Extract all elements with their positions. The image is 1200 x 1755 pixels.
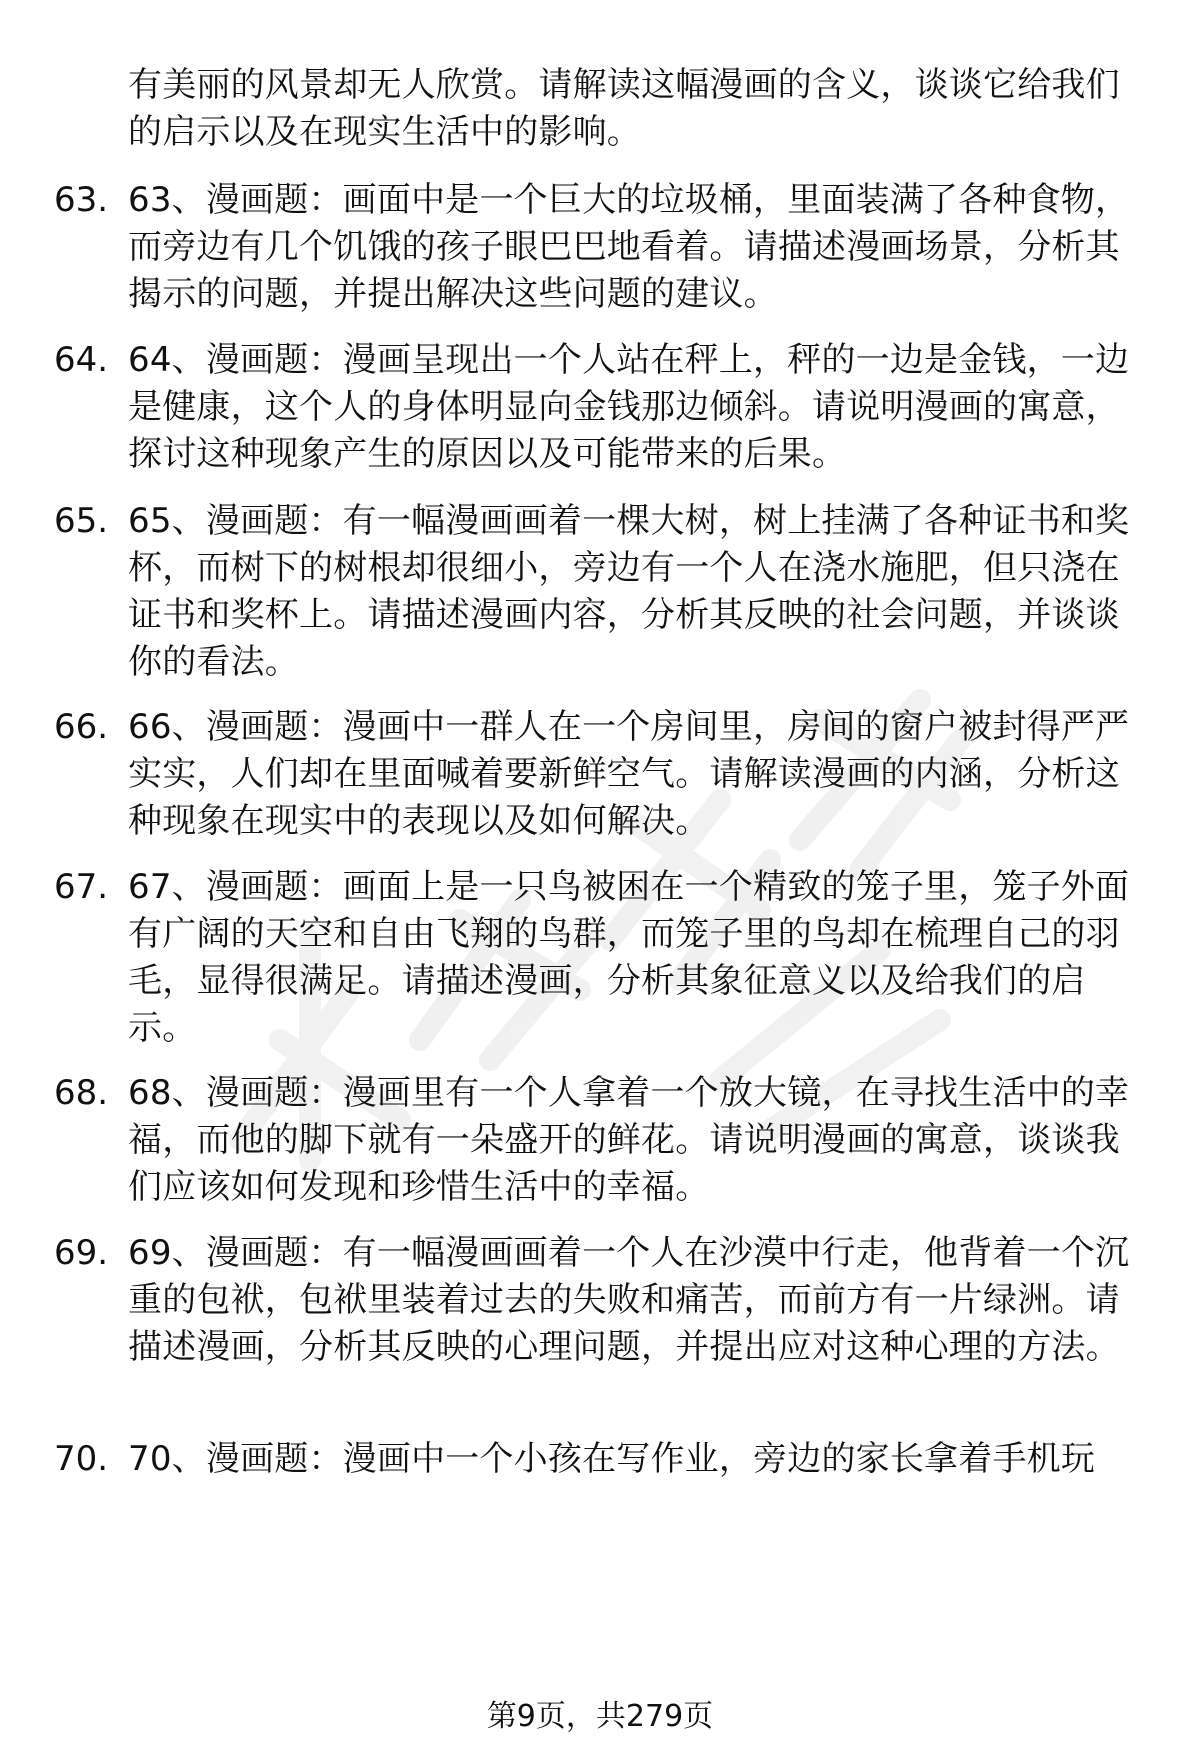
item-text: 67、漫画题：画面上是一只鸟被困在一个精致的笼子里，笼子外面有广阔的天空和自由飞翔的鸟群，而笼子里的鸟却在梳理自己的羽毛，显得很满足。请描述漫画，分析其象征意义以及给我们的启示。 <box>128 867 1130 1048</box>
item-text: 70、漫画题：漫画中一个小孩在写作业，旁边的家长拿着手机玩 <box>128 1439 1096 1479</box>
page-footer: 第9页，共279页 <box>486 1699 714 1734</box>
item-number: 68. <box>54 1073 109 1113</box>
item-text: 65、漫画题：有一幅漫画画着一棵大树，树上挂满了各种证书和奖杯，而树下的树根却很细小，旁边有一个人在浇水施肥，但只浇在证书和奖杯上。请描述漫画内容，分析其反映的社会问题，并谈谈你的看法。 <box>128 501 1130 682</box>
item-number: 66. <box>54 707 109 747</box>
lead-paragraph: 有美丽的风景却无人欣赏。请解读这幅漫画的含义，谈谈它给我们的启示以及在现实生活中的影响。 <box>128 65 1120 152</box>
item-number: 70. <box>54 1439 109 1479</box>
item-text: 63、漫画题：画面中是一个巨大的垃圾桶，里面装满了各种食物，而旁边有几个饥饿的孩子眼巴巴地看着。请描述漫画场景，分析其揭示的问题，并提出解决这些问题的建议。 <box>128 180 1130 314</box>
item-number: 64. <box>54 340 109 380</box>
item-number: 69. <box>54 1233 109 1273</box>
item-number: 63. <box>54 180 109 220</box>
item-text: 66、漫画题：漫画中一群人在一个房间里，房间的窗户被封得严严实实，人们却在里面喊着要新鲜空气。请解读漫画的内涵，分析这种现象在现实中的表现以及如何解决。 <box>128 707 1130 841</box>
item-text: 68、漫画题：漫画里有一个人拿着一个放大镜，在寻找生活中的幸福，而他的脚下就有一朵盛开的鲜花。请说明漫画的寓意，谈谈我们应该如何发现和珍惜生活中的幸福。 <box>128 1073 1130 1207</box>
item-text: 69、漫画题：有一幅漫画画着一个人在沙漠中行走，他背着一个沉重的包袱，包袱里装着过去的失败和痛苦，而前方有一片绿洲。请描述漫画，分析其反映的心理问题，并提出应对这种心理的方法。 <box>128 1233 1130 1367</box>
item-text: 64、漫画题：漫画呈现出一个人站在秤上，秤的一边是金钱，一边是健康，这个人的身体明显向金钱那边倾斜。请说明漫画的寓意，探讨这种现象产生的原因以及可能带来的后果。 <box>128 340 1130 474</box>
item-number: 67. <box>54 867 109 907</box>
item-number: 65. <box>54 501 109 541</box>
